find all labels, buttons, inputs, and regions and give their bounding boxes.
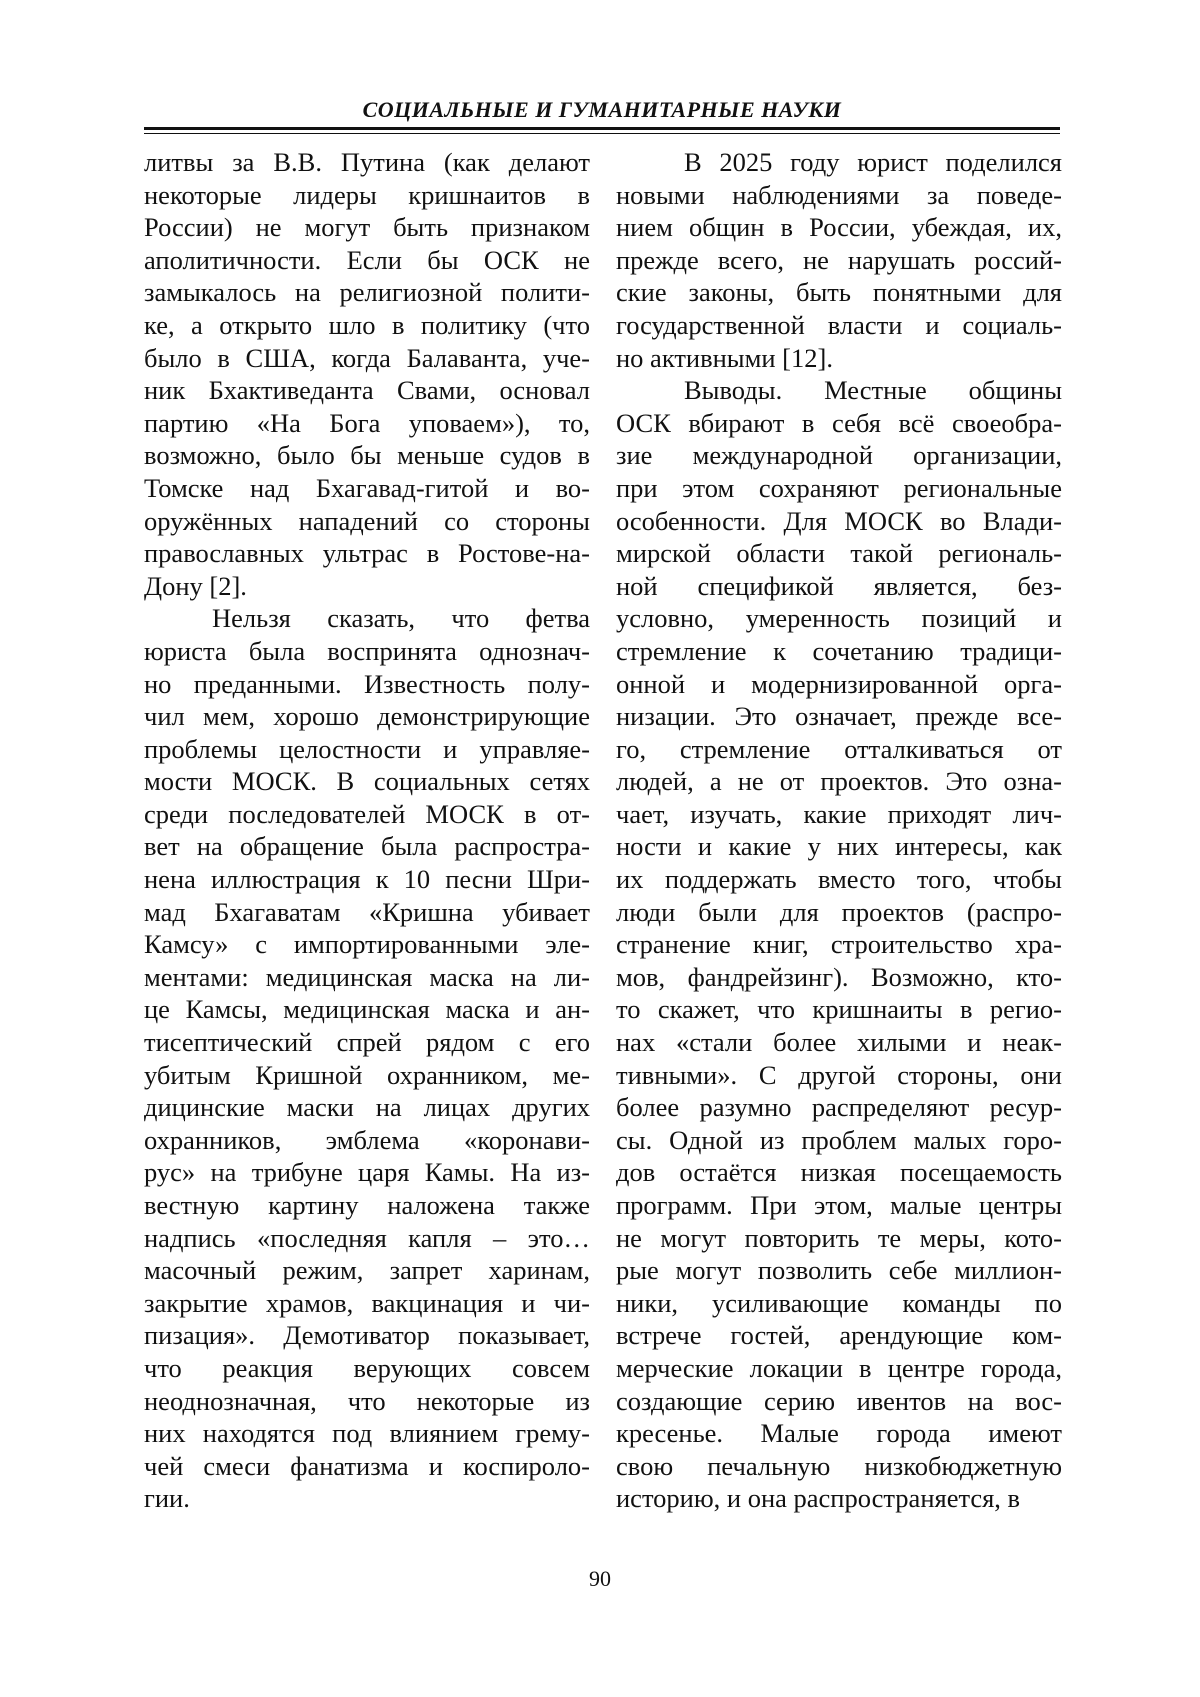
text-line: люди были для проектов (распро- [616, 896, 1062, 927]
text-line: них находятся под влиянием грему- [144, 1418, 590, 1449]
text-line: мад Бхагаватам «Кришна убивает [144, 896, 590, 927]
text-line: создающие серию ивентов на вос- [616, 1385, 1062, 1416]
text-line: гии. [144, 1483, 190, 1514]
text-line: кресенье. Малые города имеют [616, 1418, 1062, 1449]
text-line: чил мем, хорошо демонстрирующие [144, 701, 590, 732]
text-line: но активными [12]. [616, 342, 833, 373]
text-line: це Камсы, медицинская маска и ан- [144, 994, 590, 1025]
text-line: прежде всего, не нарушать россий- [616, 244, 1062, 275]
text-line: масочный режим, запрет харинам, [144, 1255, 590, 1286]
text-line: Томске над Бхагавад-гитой и во- [144, 472, 590, 503]
text-line: стремление к сочетанию традици- [616, 635, 1062, 666]
text-line: убитым Кришной охранником, ме- [144, 1059, 590, 1090]
text-line: ники, усиливающие команды по [616, 1287, 1062, 1318]
text-line: ментами: медицинская маска на ли- [144, 961, 590, 992]
text-line: условно, умеренность позиций и [616, 603, 1062, 634]
text-line: ник Бхактиведанта Свами, основал [144, 375, 590, 406]
text-line: но преданными. Известность полу- [144, 668, 590, 699]
text-line: сы. Одной из проблем малых горо- [616, 1124, 1062, 1155]
page-number: 90 [589, 1566, 611, 1591]
text-line: проблемы целостности и управляе- [144, 733, 590, 764]
text-line: мости МОСК. В социальных сетях [144, 766, 590, 797]
text-line: что реакция верующих совсем [144, 1352, 590, 1383]
text-line: зие международной организации, [616, 440, 1062, 471]
text-line: рус» на трибуне царя Камы. На из- [144, 1157, 590, 1188]
text-line: нах «стали более хилыми и неак- [616, 1027, 1062, 1058]
text-line: ной спецификой является, без- [616, 570, 1062, 601]
text-line: тисептический спрей рядом с его [144, 1027, 590, 1058]
right-column [616, 146, 1062, 1515]
text-line: замыкалось на религиозной полити- [144, 277, 590, 308]
text-line: рые могут позволить себе миллион- [616, 1255, 1062, 1286]
text-line: ности и какие у них интересы, как [616, 831, 1062, 862]
text-line: закрытие храмов, вакцинация и чи- [144, 1287, 590, 1318]
text-line: юриста была воспринята однознач- [144, 635, 590, 666]
text-line: православных ультрас в Ростове-на- [144, 538, 590, 569]
text-line: встрече гостей, арендующие ком- [616, 1320, 1062, 1351]
text-line: возможно, было бы меньше судов в [144, 440, 590, 471]
text-line: чей смеси фанатизма и коспироло- [144, 1450, 590, 1481]
text-line: не могут повторить те меры, кото- [616, 1222, 1062, 1253]
text-line: вестную картину наложена также [144, 1190, 590, 1220]
text-line: мерческие локации в центре города, [616, 1352, 1062, 1383]
text-line: странение книг, строительство хра- [616, 929, 1062, 960]
text-line: людей, а не от проектов. Это озна- [616, 766, 1062, 797]
text-line: охранников, эмблема «коронави- [144, 1124, 590, 1155]
text-line: их поддержать вместо того, чтобы [616, 864, 1062, 895]
text-line: государственной власти и социаль- [616, 309, 1062, 340]
text-line: Нельзя сказать, что фетва [212, 603, 590, 634]
text-line: историю, и она распространяется, в [616, 1483, 1021, 1514]
text-line: нием общин в России, убеждая, их, [616, 212, 1062, 243]
text-line: ке, а открыто шло в политику (что [144, 309, 590, 340]
text-line: партию «На Бога уповаем»), то, [144, 407, 590, 438]
text-line: онной и модернизированной орга- [616, 668, 1062, 699]
text-line: более разумно распределяют ресур- [616, 1092, 1062, 1123]
running-header: СОЦИАЛЬНЫЕ И ГУМАНИТАРНЫЕ НАУКИ [362, 97, 842, 122]
left-column [144, 146, 590, 1515]
text-line: свою печальную низкобюджетную [616, 1450, 1062, 1481]
text-line: дов остаётся низкая посещаемость [616, 1157, 1062, 1188]
text-line: то скажет, что кришнаиты в регио- [616, 994, 1062, 1025]
text-line: надпись «последняя капля – это… [144, 1222, 590, 1253]
text-line: особенности. Для МОСК во Влади- [616, 505, 1062, 536]
text-line: ские законы, быть понятными для [616, 277, 1062, 308]
text-line: при этом сохраняют региональные [616, 472, 1062, 503]
text-line: Выводы. Местные общины [684, 375, 1062, 406]
text-line: пизация». Демотиватор показывает, [144, 1320, 590, 1351]
text-line: го, стремление отталкиваться от [616, 733, 1062, 764]
text-line: некоторые лидеры кришнаитов в [144, 179, 590, 210]
text-line: программ. При этом, малые центры [616, 1190, 1062, 1220]
header-rule-thick [144, 127, 1060, 130]
text-line: аполитичности. Если бы ОСК не [144, 244, 590, 275]
text-line: чает, изучать, какие приходят лич- [616, 798, 1062, 829]
header-rule-thin [144, 133, 1060, 134]
text-line: России) не могут быть признаком [144, 212, 590, 243]
text-line: вет на обращение была распростра- [144, 831, 590, 862]
text-line: ОСК вбирают в себя всё своеобра- [616, 407, 1062, 438]
text-line: Камсу» с импортированными эле- [144, 929, 590, 960]
text-line: нена иллюстрация к 10 песни Шри- [144, 864, 590, 895]
text-line: Дону [2]. [144, 570, 247, 601]
text-line: мов, фандрейзинг). Возможно, кто- [616, 961, 1062, 992]
text-line: тивными». С другой стороны, они [616, 1059, 1062, 1090]
text-line: литвы за В.В. Путина (как делают [144, 147, 590, 177]
text-line: оружённых нападений со стороны [144, 505, 590, 536]
text-line: неоднозначная, что некоторые из [144, 1385, 590, 1416]
text-line: среди последователей МОСК в от- [144, 798, 590, 829]
text-line: было в США, когда Балаванта, уче- [144, 342, 590, 373]
text-line: низации. Это означает, прежде все- [616, 701, 1062, 732]
text-line: дицинские маски на лицах других [144, 1092, 590, 1123]
text-line: новыми наблюдениями за поведе- [616, 179, 1062, 210]
text-line: В 2025 году юрист поделился [684, 147, 1062, 177]
text-line: мирской области такой региональ- [616, 538, 1062, 569]
